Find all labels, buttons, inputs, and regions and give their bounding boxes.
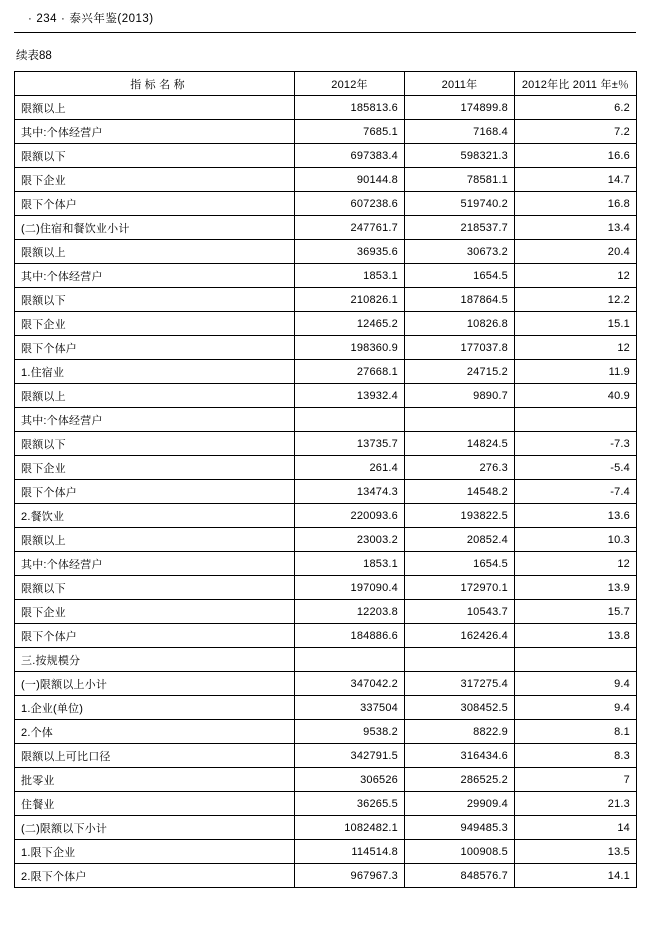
cell-diff: 6.2 bbox=[515, 96, 637, 120]
table-row bbox=[15, 264, 637, 288]
row-label: 1.企业(单位) bbox=[15, 696, 295, 720]
header-separator: · bbox=[61, 13, 66, 25]
cell-diff: 15.7 bbox=[515, 600, 637, 624]
row-label: 限下个体户 bbox=[15, 624, 295, 648]
statistics-table bbox=[14, 71, 637, 888]
cell-v2011: 1654.5 bbox=[405, 264, 515, 288]
table-row bbox=[15, 432, 637, 456]
cell-v2012: 261.4 bbox=[295, 456, 405, 480]
row-label: (二)限额以下小计 bbox=[15, 816, 295, 840]
cell-v2012: 607238.6 bbox=[295, 192, 405, 216]
header-rule bbox=[14, 32, 636, 33]
cell-diff: -5.4 bbox=[515, 456, 637, 480]
table-row bbox=[15, 312, 637, 336]
table-row bbox=[15, 696, 637, 720]
cell-v2011 bbox=[405, 408, 515, 432]
cell-v2012: 342791.5 bbox=[295, 744, 405, 768]
cell-diff: 13.4 bbox=[515, 216, 637, 240]
row-label: 限下企业 bbox=[15, 312, 295, 336]
row-label: 限额以上 bbox=[15, 240, 295, 264]
row-label: 2.餐饮业 bbox=[15, 504, 295, 528]
table-header-row bbox=[15, 72, 637, 96]
cell-diff: 16.8 bbox=[515, 192, 637, 216]
row-label: 批零业 bbox=[15, 768, 295, 792]
row-label: 限额以下 bbox=[15, 144, 295, 168]
row-label: 其中:个体经营户 bbox=[15, 120, 295, 144]
table-row bbox=[15, 144, 637, 168]
cell-v2011: 10543.7 bbox=[405, 600, 515, 624]
cell-v2012: 27668.1 bbox=[295, 360, 405, 384]
cell-v2011 bbox=[405, 648, 515, 672]
cell-v2012: 220093.6 bbox=[295, 504, 405, 528]
row-label: 2.个体 bbox=[15, 720, 295, 744]
table-row bbox=[15, 288, 637, 312]
cell-diff bbox=[515, 648, 637, 672]
cell-diff: 21.3 bbox=[515, 792, 637, 816]
cell-v2012: 697383.4 bbox=[295, 144, 405, 168]
cell-diff: 12 bbox=[515, 336, 637, 360]
cell-v2012: 337504 bbox=[295, 696, 405, 720]
table-row bbox=[15, 720, 637, 744]
table-row bbox=[15, 576, 637, 600]
table-row bbox=[15, 456, 637, 480]
table-row bbox=[15, 240, 637, 264]
cell-v2012 bbox=[295, 408, 405, 432]
table-row bbox=[15, 504, 637, 528]
cell-v2012: 23003.2 bbox=[295, 528, 405, 552]
row-label: (一)限额以上小计 bbox=[15, 672, 295, 696]
cell-v2011: 848576.7 bbox=[405, 864, 515, 888]
cell-v2011: 187864.5 bbox=[405, 288, 515, 312]
table-row bbox=[15, 840, 637, 864]
row-label: 限额以上 bbox=[15, 528, 295, 552]
cell-v2012: 13474.3 bbox=[295, 480, 405, 504]
cell-v2012: 36935.6 bbox=[295, 240, 405, 264]
cell-diff: 13.8 bbox=[515, 624, 637, 648]
table-row bbox=[15, 408, 637, 432]
table-row bbox=[15, 360, 637, 384]
row-label: 限下企业 bbox=[15, 600, 295, 624]
cell-v2012: 7685.1 bbox=[295, 120, 405, 144]
row-label: 限额以下 bbox=[15, 432, 295, 456]
cell-v2012: 36265.5 bbox=[295, 792, 405, 816]
cell-v2012: 13932.4 bbox=[295, 384, 405, 408]
table-row bbox=[15, 624, 637, 648]
cell-diff: 9.4 bbox=[515, 696, 637, 720]
cell-diff: 14.7 bbox=[515, 168, 637, 192]
cell-v2012: 13735.7 bbox=[295, 432, 405, 456]
cell-v2011: 276.3 bbox=[405, 456, 515, 480]
table-row bbox=[15, 816, 637, 840]
cell-v2012: 210826.1 bbox=[295, 288, 405, 312]
cell-v2011: 30673.2 bbox=[405, 240, 515, 264]
cell-v2012: 247761.7 bbox=[295, 216, 405, 240]
book-title: 泰兴年鉴(2013) bbox=[69, 13, 154, 25]
cell-diff: -7.3 bbox=[515, 432, 637, 456]
cell-diff: 12.2 bbox=[515, 288, 637, 312]
cell-v2011: 286525.2 bbox=[405, 768, 515, 792]
page-number: 234 bbox=[36, 13, 58, 25]
cell-v2012 bbox=[295, 648, 405, 672]
cell-v2011: 308452.5 bbox=[405, 696, 515, 720]
cell-diff: 9.4 bbox=[515, 672, 637, 696]
cell-v2012: 347042.2 bbox=[295, 672, 405, 696]
cell-diff: 7.2 bbox=[515, 120, 637, 144]
row-label: 限额以下 bbox=[15, 288, 295, 312]
cell-v2011: 8822.9 bbox=[405, 720, 515, 744]
cell-v2012: 12203.8 bbox=[295, 600, 405, 624]
row-label: 限额以上 bbox=[15, 384, 295, 408]
page-header bbox=[14, 10, 636, 28]
cell-v2011: 193822.5 bbox=[405, 504, 515, 528]
cell-v2012: 185813.6 bbox=[295, 96, 405, 120]
row-label: 其中:个体经营户 bbox=[15, 408, 295, 432]
cell-diff: 16.6 bbox=[515, 144, 637, 168]
cell-diff: 12 bbox=[515, 552, 637, 576]
column-header-indicator: 指 标 名 称 bbox=[15, 72, 295, 96]
cell-v2011: 162426.4 bbox=[405, 624, 515, 648]
cell-v2011: 172970.1 bbox=[405, 576, 515, 600]
cell-diff: 8.1 bbox=[515, 720, 637, 744]
table-row bbox=[15, 120, 637, 144]
table-row bbox=[15, 216, 637, 240]
table-row bbox=[15, 864, 637, 888]
cell-diff: -7.4 bbox=[515, 480, 637, 504]
header-bullet: · bbox=[28, 13, 33, 25]
cell-diff: 12 bbox=[515, 264, 637, 288]
cell-v2011: 100908.5 bbox=[405, 840, 515, 864]
row-label: 限额以上 bbox=[15, 96, 295, 120]
cell-v2011: 78581.1 bbox=[405, 168, 515, 192]
row-label: 2.限下个体户 bbox=[15, 864, 295, 888]
table-row bbox=[15, 336, 637, 360]
column-header-2011: 2011年 bbox=[405, 72, 515, 96]
row-label: 限下个体户 bbox=[15, 336, 295, 360]
table-row bbox=[15, 384, 637, 408]
row-label: 限额以上可比口径 bbox=[15, 744, 295, 768]
table-row bbox=[15, 792, 637, 816]
cell-v2011: 177037.8 bbox=[405, 336, 515, 360]
cell-v2011: 14824.5 bbox=[405, 432, 515, 456]
cell-v2012: 9538.2 bbox=[295, 720, 405, 744]
cell-v2011: 949485.3 bbox=[405, 816, 515, 840]
cell-diff: 14.1 bbox=[515, 864, 637, 888]
cell-diff: 8.3 bbox=[515, 744, 637, 768]
cell-v2011: 24715.2 bbox=[405, 360, 515, 384]
cell-v2011: 14548.2 bbox=[405, 480, 515, 504]
cell-v2012: 90144.8 bbox=[295, 168, 405, 192]
cell-v2011: 1654.5 bbox=[405, 552, 515, 576]
table-subtitle: 续表88 bbox=[16, 50, 52, 62]
table-row bbox=[15, 192, 637, 216]
cell-v2011: 174899.8 bbox=[405, 96, 515, 120]
table-row bbox=[15, 768, 637, 792]
table-body bbox=[15, 96, 637, 888]
column-header-2012: 2012年 bbox=[295, 72, 405, 96]
cell-v2012: 197090.4 bbox=[295, 576, 405, 600]
cell-v2012: 1082482.1 bbox=[295, 816, 405, 840]
cell-v2012: 184886.6 bbox=[295, 624, 405, 648]
cell-v2011: 20852.4 bbox=[405, 528, 515, 552]
row-label: 其中:个体经营户 bbox=[15, 552, 295, 576]
table-row bbox=[15, 96, 637, 120]
cell-v2012: 1853.1 bbox=[295, 552, 405, 576]
cell-v2012: 198360.9 bbox=[295, 336, 405, 360]
cell-v2011: 519740.2 bbox=[405, 192, 515, 216]
table-row bbox=[15, 744, 637, 768]
cell-v2011: 7168.4 bbox=[405, 120, 515, 144]
cell-diff: 10.3 bbox=[515, 528, 637, 552]
cell-diff: 40.9 bbox=[515, 384, 637, 408]
table-row bbox=[15, 600, 637, 624]
cell-v2011: 29909.4 bbox=[405, 792, 515, 816]
cell-diff: 14 bbox=[515, 816, 637, 840]
row-label: 1.住宿业 bbox=[15, 360, 295, 384]
table-row bbox=[15, 672, 637, 696]
cell-v2012: 306526 bbox=[295, 768, 405, 792]
row-label: 限下个体户 bbox=[15, 192, 295, 216]
table-row bbox=[15, 552, 637, 576]
table-row bbox=[15, 648, 637, 672]
cell-v2011: 317275.4 bbox=[405, 672, 515, 696]
row-label: 住餐业 bbox=[15, 792, 295, 816]
cell-diff: 15.1 bbox=[515, 312, 637, 336]
cell-diff: 7 bbox=[515, 768, 637, 792]
cell-diff: 13.6 bbox=[515, 504, 637, 528]
cell-v2011: 316434.6 bbox=[405, 744, 515, 768]
cell-v2011: 9890.7 bbox=[405, 384, 515, 408]
column-header-change: 2012年比 2011 年±％ bbox=[515, 72, 637, 96]
row-label: 限下企业 bbox=[15, 168, 295, 192]
cell-diff: 11.9 bbox=[515, 360, 637, 384]
cell-v2012: 967967.3 bbox=[295, 864, 405, 888]
table-row bbox=[15, 480, 637, 504]
row-label: 1.限下企业 bbox=[15, 840, 295, 864]
row-label: (二)住宿和餐饮业小计 bbox=[15, 216, 295, 240]
cell-v2012: 12465.2 bbox=[295, 312, 405, 336]
row-label: 三.按规模分 bbox=[15, 648, 295, 672]
cell-v2012: 114514.8 bbox=[295, 840, 405, 864]
cell-v2011: 598321.3 bbox=[405, 144, 515, 168]
cell-diff: 20.4 bbox=[515, 240, 637, 264]
cell-diff: 13.9 bbox=[515, 576, 637, 600]
row-label: 限下个体户 bbox=[15, 480, 295, 504]
cell-diff bbox=[515, 408, 637, 432]
table-row bbox=[15, 528, 637, 552]
cell-v2011: 218537.7 bbox=[405, 216, 515, 240]
table-row bbox=[15, 168, 637, 192]
row-label: 限额以下 bbox=[15, 576, 295, 600]
cell-diff: 13.5 bbox=[515, 840, 637, 864]
cell-v2011: 10826.8 bbox=[405, 312, 515, 336]
row-label: 限下企业 bbox=[15, 456, 295, 480]
row-label: 其中:个体经营户 bbox=[15, 264, 295, 288]
cell-v2012: 1853.1 bbox=[295, 264, 405, 288]
